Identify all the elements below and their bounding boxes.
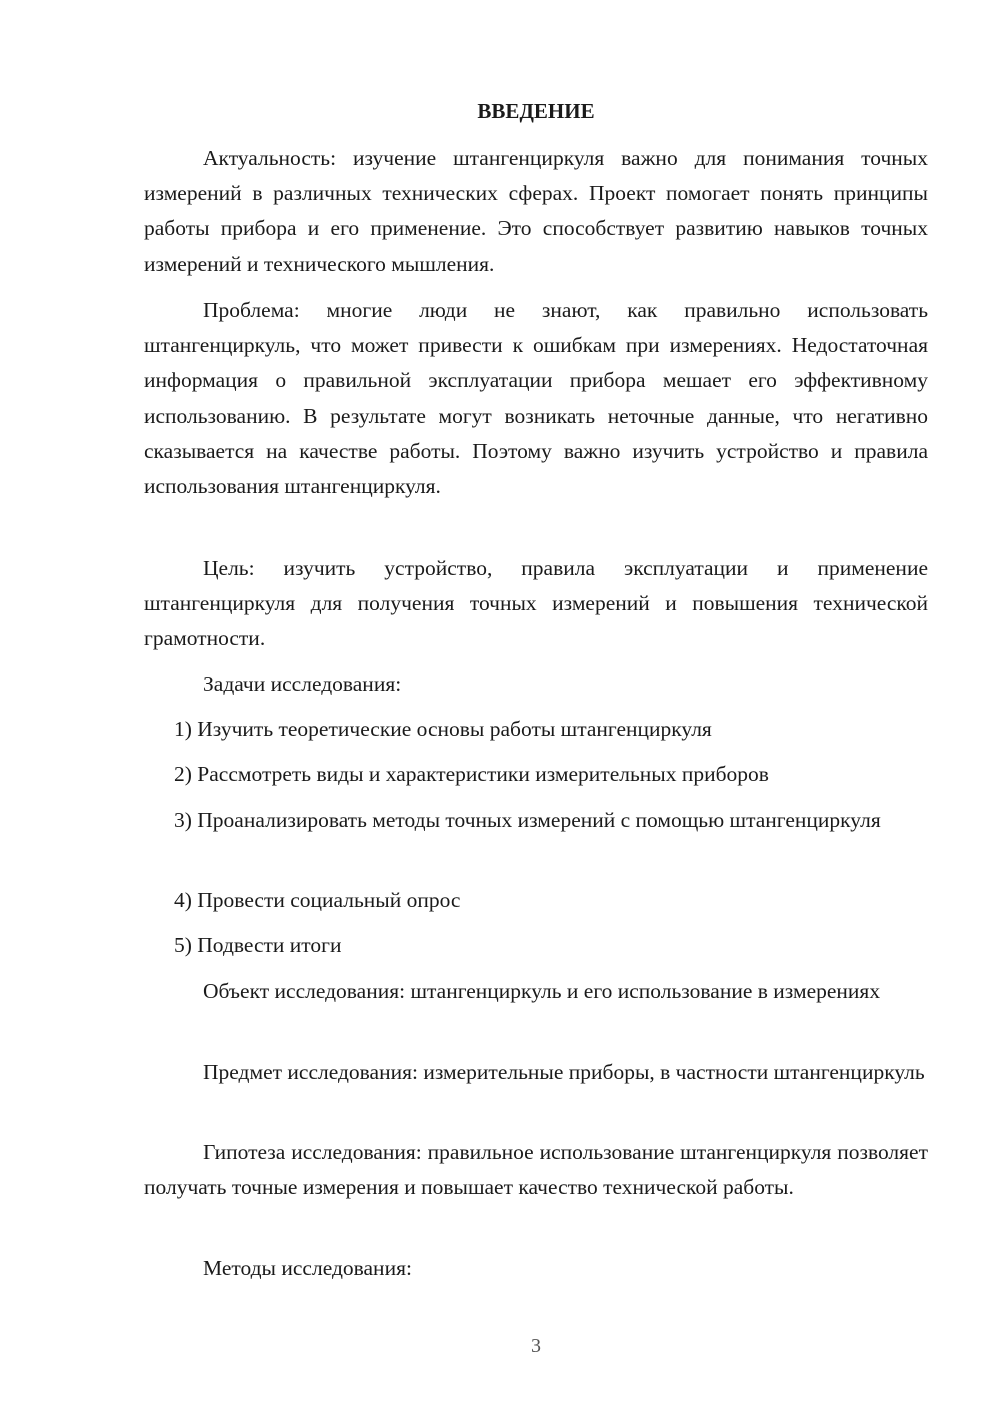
hypothesis-paragraph: Гипотеза исследования: правильное использование штангенциркуля позволяет получать точные измерения и повышает качество технической работы. [144, 1140, 928, 1200]
page-title: ВВЕДЕНИЕ [477, 99, 595, 123]
task-item-3: 3) Проанализировать методы точных измерений с помощью штангенциркуля [174, 808, 881, 832]
tasks-heading: Задачи исследования: [203, 672, 402, 696]
methods-heading: Методы исследования: [203, 1256, 412, 1280]
task-item-2: 2) Рассмотреть виды и характеристики измерительных приборов [174, 762, 769, 786]
subject-paragraph: Предмет исследования: измерительные приборы, в частности штангенциркуль [203, 1060, 925, 1084]
actuality-paragraph: Актуальность: изучение штангенциркуля важно для понимания точных измерений в различных технических сферах. Проект помогает понять принципы работы прибора и его применение. Это способствует развитию навыков точных измерений и технического мышления. [144, 146, 928, 276]
object-paragraph: Объект исследования: штангенциркуль и его использование в измерениях [203, 979, 881, 1003]
task-item-1: 1) Изучить теоретические основы работы штангенциркуля [174, 717, 712, 741]
goal-paragraph: Цель: изучить устройство, правила эксплуатации и применение штангенциркуля для получения точных измерений и повышения технической грамотности. [144, 556, 928, 651]
problem-paragraph: Проблема: многие люди не знают, как правильно использовать штангенциркуль, что может привести к ошибкам при измерениях. Недостаточная информация о правильной эксплуатации прибора мешает его эффективному использованию. В результате могут возникать неточные данные, что негативно сказывается на качестве работы. Поэтому важно изучить устройство и правила использования штангенциркуля. [144, 298, 928, 499]
task-item-4: 4) Провести социальный опрос [174, 888, 461, 912]
task-item-5: 5) Подвести итоги [174, 933, 342, 957]
document-page [144, 0, 928, 1414]
page-number: 3 [531, 1335, 541, 1357]
